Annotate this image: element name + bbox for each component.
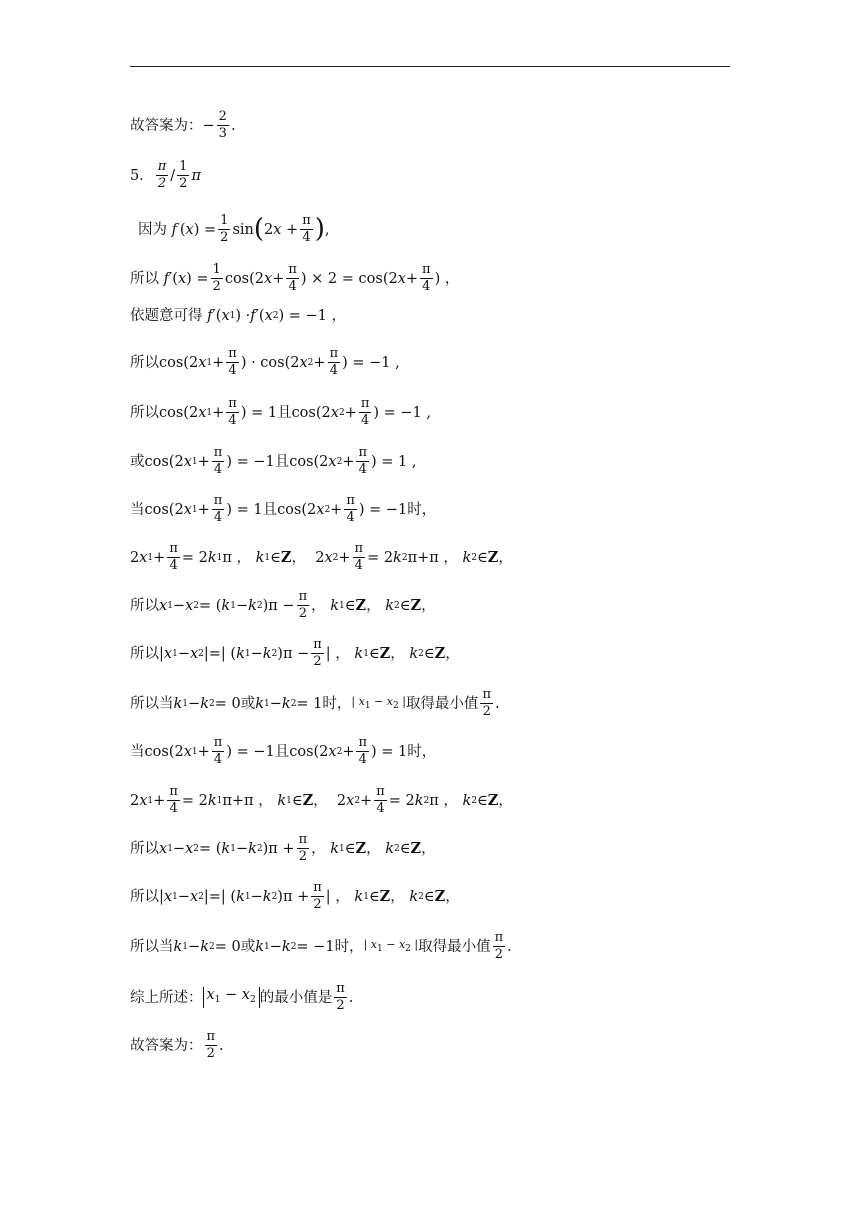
text-time: 时， — [334, 938, 364, 955]
condition-line: 依题意可得 f ′( x 1 ) · f ′( x 2 ) = −1 ， — [130, 308, 347, 324]
slash: / — [170, 167, 176, 184]
numerator: π — [157, 159, 167, 174]
solution1-line: 2 x 1 + $\frac{\pi}{4}$ = 2 k 1 π ， k 1 ∈ Z ， 2 x 2 + $\frac{\pi}{4}$ = 2 k 2 π+π ， k 2 ∈ Z ， — [130, 541, 513, 573]
formula-definition: 因为 f ( x ) = $\frac{1}{2}$ sin ( 2 x + $\frac{\pi}{4}$ ) , — [138, 213, 330, 245]
text-time: 时， — [407, 743, 437, 760]
text-min-value: 取得最小值 — [418, 938, 491, 955]
text-and: 且 — [277, 404, 292, 421]
summary-line: 综上所述： $x_1 - x_2$ 的最小值是 $\frac{\pi}{2}$ . — [130, 981, 354, 1013]
min1-line: 所以当 k 1 − k 2 = 0 或 k 1 − k 2 = 1 时， | $x_1 - x_2$ | 取得最小值 $\frac{\pi}{2}$ . — [130, 687, 500, 719]
numerator: 2 — [218, 109, 227, 124]
when-case1-line: 当 cos(2 x 1 + $\frac{\pi}{4}$ ) = 1 且 cos(2 x 2 + $\frac{\pi}{4}$ ) = −1 时， — [130, 493, 437, 525]
difference2-line: 所以 x 1 − x 2 = ( k 1 − k 2 )π + $\frac{\pi}{2}$ ， k 1 ∈ Z ， k 2 ∈ Z ， — [130, 832, 436, 864]
text-time: 时， — [322, 695, 352, 712]
text-because: 因为 — [138, 221, 167, 238]
text-so: 所以 — [130, 840, 159, 857]
text-so: 所以 — [130, 404, 159, 421]
text-so: 所以 — [130, 597, 159, 614]
question-number: 5． — [130, 167, 154, 184]
text-final-answer: 故答案为： — [130, 1037, 203, 1054]
text-or: 或 — [130, 453, 145, 470]
question-5-answer — [130, 160, 201, 191]
text-so: 所以 — [130, 270, 159, 287]
abs1-line: 所以 | x 1 − x 2 |=| ( k 1 − k 2 )π − $\frac{\pi}{2}$ | ， k 1 ∈ Z ， k 2 ∈ Z ， — [130, 637, 460, 669]
text-min-value: 取得最小值 — [405, 695, 479, 712]
text-and: 且 — [262, 501, 278, 518]
text-or: 或 — [240, 938, 256, 955]
text-time: 时， — [407, 501, 437, 518]
minus-sign: − — [202, 117, 215, 134]
denominator: 2 — [157, 176, 167, 191]
final-answer-line: 故答案为： $\frac{\pi}{2}$ . — [130, 1029, 224, 1061]
text-or: 或 — [240, 695, 256, 712]
numerator: 1 — [179, 159, 188, 174]
min2-line: 所以当 k 1 − k 2 = 0 或 k 1 − k 2 = −1 时， | $x_1 - x_2$ | 取得最小值 $\frac{\pi}{2}$ . — [130, 930, 512, 962]
text-so: 所以 — [130, 645, 159, 662]
text-so: 所以 — [130, 888, 159, 905]
when-case2-line: 当 cos(2 x 1 + $\frac{\pi}{4}$ ) = −1 且 cos(2 x 2 + $\frac{\pi}{4}$ ) = 1 时， — [130, 735, 437, 767]
text-so-when: 所以当 — [130, 695, 174, 712]
text-so-when: 所以当 — [130, 938, 174, 955]
text-and: 且 — [274, 453, 290, 470]
answer-prefix: 故答案为： — [130, 117, 203, 134]
period: . — [230, 117, 236, 134]
fraction-two-thirds — [217, 110, 229, 141]
text-so: 所以 — [130, 354, 159, 371]
text-summary: 综上所述： — [130, 989, 203, 1006]
header-rule — [130, 66, 730, 67]
difference1-line: 所以 x 1 − x 2 = ( k 1 − k 2 )π − $\frac{\pi}{2}$ ， k 1 ∈ Z ， k 2 ∈ Z ， — [130, 589, 436, 621]
text-when: 当 — [130, 501, 145, 518]
denominator: 3 — [218, 126, 227, 141]
text-when: 当 — [130, 743, 145, 760]
denominator: 2 — [179, 176, 188, 191]
case1-line: 所以 cos(2 x 1 + $\frac{\pi}{4}$ ) = 1 且 cos(2 x 2 + $\frac{\pi}{4}$ ) = −1 , — [130, 396, 431, 428]
solution2-line: 2 x 1 + $\frac{\pi}{4}$ = 2 k 1 π+π ， k 1 ∈ Z ， 2 x 2 + $\frac{\pi}{4}$ = 2 k 2 π ， k 2 ∈ Z ， — [130, 784, 513, 816]
text-by-condition: 依题意可得 — [130, 308, 203, 324]
fraction-one-half — [177, 160, 189, 191]
case2-line: 或 cos(2 x 1 + $\frac{\pi}{4}$ ) = −1 且 cos(2 x 2 + $\frac{\pi}{4}$ ) = 1 , — [130, 445, 417, 477]
text-min-is: 的最小值是 — [259, 989, 333, 1006]
fraction-pi-over-2 — [156, 160, 169, 191]
answer-prev-line — [130, 110, 236, 141]
derivative-line: 所以 f ′( x ) = $\frac{1}{2}$ cos(2 x + $\frac{\pi}{4}$ ) × 2 = cos(2 x + $\frac{\pi}{4}$ ) ， — [130, 262, 460, 294]
text-and: 且 — [274, 743, 290, 760]
abs2-line: 所以 | x 1 − x 2 |=| ( k 1 − k 2 )π + $\frac{\pi}{2}$ | ， k 1 ∈ Z ， k 2 ∈ Z ， — [130, 880, 460, 912]
pi-symbol: π — [191, 167, 201, 184]
product-line: 所以 cos(2 x 1 + $\frac{\pi}{4}$ ) · cos(2 x 2 + $\frac{\pi}{4}$ ) = −1 , — [130, 346, 400, 378]
